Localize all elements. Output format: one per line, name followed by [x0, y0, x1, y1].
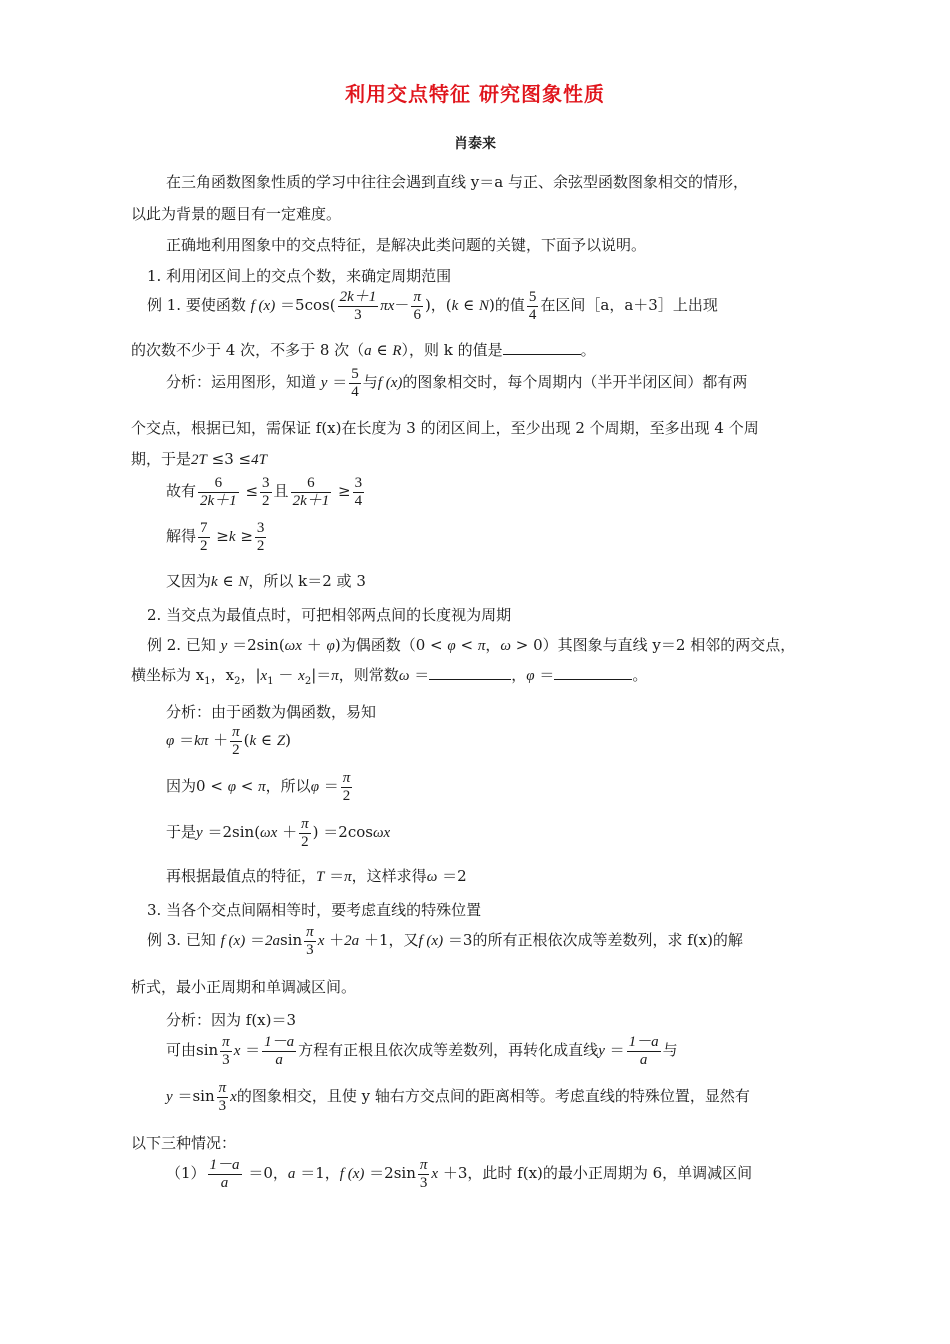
example-1-line-2: 的次数不少于 4 次，不多于 8 次（a ∈ R），则 k 的值是 。 — [131, 341, 596, 359]
intro-line-1: 在三角函数图象性质的学习中往往会遇到直线 y＝a 与正、余弦型函数图象相交的情形， — [166, 173, 748, 191]
intro-line-3: 正确地利用图象中的交点特征，是解决此类问题的关键，下面予以说明。 — [166, 236, 647, 254]
analysis-3-line-5: （1） $\frac{1-a}{a}$ ＝0，a ＝1，f (x) ＝2sin $\frac{\pi}{3}$ x ＋3，此时 f(x)的最小正周期为 6，单调减区间 — [166, 1156, 753, 1191]
analysis-1-line-1: 分析：运用图形，知道 y ＝ $\frac{5}{4}$ 与f (x)的图象相交时，每个周期内（半开半闭区间）都有两 — [166, 365, 748, 400]
example-1-line-1: 例 1. 要使函数 f (x) ＝5cos( $\frac{2k+1}{3}$ πx－ $\frac{\pi}{6}$ )，(k ∈ N)的值 $\frac{5}{4}$ 在区间［a，a＋3］上出现 — [147, 288, 718, 323]
analysis-3-line-1: 分析：因为 f(x)＝3 — [166, 1011, 297, 1029]
section-3-heading: 3. 当各个交点间隔相等时，要考虑直线的特殊位置 — [147, 901, 482, 919]
example-3-line-2: 析式，最小正周期和单调减区间。 — [131, 978, 357, 996]
fraction: $\frac{1-a}{a}$ — [209, 1156, 240, 1191]
fraction: $\frac{\pi}{2}$ — [342, 769, 351, 804]
section-2-heading: 2. 当交点为最值点时，可把相邻两点间的长度视为周期 — [147, 606, 512, 624]
analysis-1-line-3: 期，于是2T ≤3 ≤4T — [131, 450, 267, 468]
intro-line-2: 以此为背景的题目有一定难度。 — [131, 205, 342, 223]
analysis-2-line-2: φ ＝kπ ＋ $\frac{\pi}{2}$ (k ∈ Z) — [166, 723, 292, 758]
analysis-1-line-5: 解得 $\frac{7}{2}$ ≥k ≥ $\frac{3}{2}$ — [166, 519, 265, 554]
analysis-3-line-3: y ＝sin $\frac{\pi}{3}$ x的图象相交，且使 y 轴右方交点间的距离相等。考虑直线的特殊位置，显然有 — [166, 1079, 750, 1114]
fraction: $\frac{1-a}{a}$ — [628, 1033, 659, 1068]
fraction: $\frac{5}{4}$ — [528, 288, 537, 323]
fraction: $\frac{\pi}{2}$ — [232, 723, 240, 758]
analysis-2-line-1: 分析：由于函数为偶函数，易知 — [166, 703, 377, 721]
example-3-line-1: 例 3. 已知 f (x) ＝2asin $\frac{\pi}{3}$ x ＋2a ＋1，又f (x) ＝3的所有正根依次成等差数列，求 f(x)的解 — [147, 923, 743, 958]
answer-blank[interactable] — [503, 340, 581, 355]
fraction: $\frac{7}{2}$ — [200, 519, 208, 554]
analysis-3-line-4: 以下三种情况： — [131, 1134, 237, 1152]
analysis-2-line-3: 因为0 < φ < π，所以φ ＝ $\frac{\pi}{2}$ — [166, 769, 351, 804]
answer-blank-omega[interactable] — [429, 665, 511, 680]
fraction: $\frac{\pi}{3}$ — [222, 1033, 230, 1068]
analysis-3-line-2: 可由sin $\frac{\pi}{3}$ x ＝ $\frac{1-a}{a}$ 方程有正根且依次成等差数列，再转化成直线y ＝ $\frac{1-a}{a}$ 与 — [166, 1033, 678, 1068]
fraction: $\frac{6}{2k+1}$ — [200, 474, 237, 509]
analysis-1-line-4: 故有 $\frac{6}{2k+1}$ ≤ $\frac{3}{2}$ 且 $\frac{6}{2k+1}$ ≥ $\frac{3}{4}$ — [166, 474, 363, 509]
analysis-1-line-6: 又因为k ∈ N，所以 k＝2 或 3 — [166, 572, 366, 590]
fraction: $\frac{\pi}{2}$ — [301, 815, 309, 850]
fraction: $\frac{\pi}{6}$ — [413, 288, 421, 323]
fraction: $\frac{1-a}{a}$ — [264, 1033, 295, 1068]
fraction: $\frac{\pi}{3}$ — [306, 923, 314, 958]
fraction: $\frac{6}{2k+1}$ — [292, 474, 330, 509]
analysis-2-line-5: 再根据最值点的特征，T ＝π，这样求得ω ＝2 — [166, 867, 467, 885]
article-author: 肖泰来 — [454, 136, 496, 152]
fraction: $\frac{\pi}{3}$ — [419, 1156, 428, 1191]
article-title: 利用交点特征 研究图象性质 — [345, 82, 605, 106]
fraction: $\frac{3}{4}$ — [354, 474, 363, 509]
analysis-2-line-4: 于是y ＝2sin(ωx ＋ $\frac{\pi}{2}$ ) ＝2cosωx — [166, 815, 391, 850]
fraction: $\frac{3}{2}$ — [262, 474, 270, 509]
answer-blank-phi[interactable] — [554, 665, 632, 680]
example-2-line-2: 横坐标为 $x_1$，$x_2$，$|x_1 - x_2|=\pi$，则常数ω ＝ ，φ ＝ 。 — [131, 666, 648, 687]
fraction: $\frac{2k+1}{3}$ — [339, 288, 377, 323]
fraction: $\frac{3}{2}$ — [256, 519, 265, 554]
fraction: $\frac{5}{4}$ — [351, 365, 359, 400]
analysis-1-line-2: 个交点，根据已知，需保证 f(x)在长度为 3 的闭区间上，至少出现 2 个周期，至多出现 4 个周 — [131, 419, 759, 437]
fraction: $\frac{\pi}{3}$ — [218, 1079, 227, 1114]
section-1-heading: 1. 利用闭区间上的交点个数，来确定周期范围 — [147, 267, 452, 285]
example-2-line-1: 例 2. 已知 y ＝2sin(ωx ＋ φ)为偶函数（0 < φ < π，ω > 0）其图象与直线 y＝2 相邻的两交点， — [147, 636, 796, 654]
